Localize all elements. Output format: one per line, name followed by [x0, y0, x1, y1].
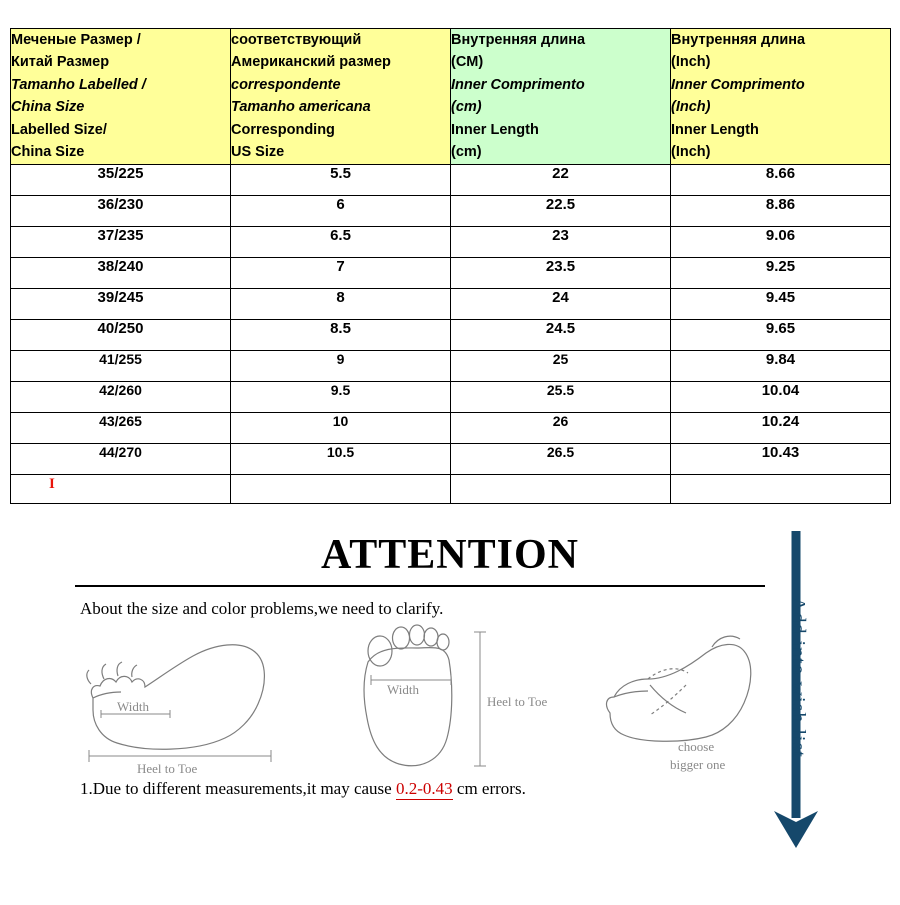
- header-line: Tamanho Labelled /: [11, 76, 146, 93]
- header-line: Inner Length: [671, 121, 759, 138]
- cell-us-size: 7: [231, 257, 451, 288]
- cell-labelled-size: 37/235: [11, 226, 231, 257]
- attention-subtitle: About the size and color problems,we need to clarify.: [80, 599, 444, 618]
- header-cell-us-size: [231, 29, 451, 165]
- header-line: Внутренняя длина: [671, 32, 806, 48]
- cell-inner-inch: 8.86: [671, 195, 891, 226]
- foot-side-view-diagram: [75, 628, 290, 783]
- cell-inner-inch: 9.65: [671, 319, 891, 350]
- cell-us-size: 5.5: [231, 164, 451, 195]
- foot-in-shoe-svg: [590, 623, 775, 783]
- cell-us-size: 10: [231, 412, 451, 443]
- cell-labelled-size: 41/255: [11, 350, 231, 381]
- table-row: [11, 443, 891, 474]
- wish-list-label: Add into wish list: [787, 597, 809, 758]
- footer-cell-empty: [671, 474, 891, 503]
- cell-inner-inch: 9.84: [671, 350, 891, 381]
- header-cell-inner-length-cm: [451, 29, 671, 165]
- cell-us-size: 9.5: [231, 381, 451, 412]
- header-line: Tamanho americana: [231, 99, 371, 116]
- cell-inner-inch: 10.04: [671, 381, 891, 412]
- note-error-value: 0.2-0.43: [395, 779, 453, 798]
- attention-divider: [75, 585, 765, 587]
- attention-note: [80, 779, 526, 799]
- cell-inner-inch: 8.66: [671, 164, 891, 195]
- header-line: (Inch): [671, 99, 711, 116]
- cell-labelled-size: 42/260: [11, 381, 231, 412]
- table-row: [11, 226, 891, 257]
- cell-labelled-size: 43/265: [11, 412, 231, 443]
- add-to-wish-list-callout[interactable]: [770, 523, 890, 900]
- header-line: (CM): [451, 54, 484, 71]
- header-line: Китай Размер: [11, 54, 110, 71]
- cell-labelled-size: 35/225: [11, 164, 231, 195]
- cell-us-size: 10.5: [231, 443, 451, 474]
- cell-labelled-size: 39/245: [11, 288, 231, 319]
- header-cell-inner-length-inch: [671, 29, 891, 165]
- header-line: (Inch): [671, 144, 711, 161]
- cell-inner-inch: 10.43: [671, 443, 891, 474]
- attention-section: [0, 523, 900, 900]
- cell-labelled-size: 40/250: [11, 319, 231, 350]
- table-row: [11, 195, 891, 226]
- table-row: [11, 319, 891, 350]
- header-line: Внутренняя длина: [451, 32, 586, 48]
- table-row: [11, 381, 891, 412]
- cell-inner-inch: 9.45: [671, 288, 891, 319]
- header-line: Inner Comprimento: [451, 76, 585, 93]
- header-line: Американский размер: [231, 54, 391, 71]
- label-side-width: Width: [117, 699, 149, 714]
- header-line: correspondente: [231, 76, 341, 93]
- header-line: (cm): [451, 99, 482, 116]
- header-line: China Size: [11, 99, 85, 116]
- label-choose-line2: bigger one: [670, 757, 726, 772]
- cell-inner-inch: 10.24: [671, 412, 891, 443]
- header-line: Corresponding: [231, 121, 335, 138]
- cell-inner-cm: 24.5: [451, 319, 671, 350]
- size-chart-table-wrapper: [10, 28, 890, 504]
- cell-us-size: 6: [231, 195, 451, 226]
- cell-inner-cm: 23: [451, 226, 671, 257]
- label-choose-line1: choose: [678, 739, 715, 754]
- cell-us-size: 8.5: [231, 319, 451, 350]
- table-row: [11, 350, 891, 381]
- cell-inner-cm: 25.5: [451, 381, 671, 412]
- footer-cell-mark: [11, 474, 231, 503]
- header-line: Inner Length: [451, 121, 539, 138]
- foot-side-view-svg: [75, 628, 290, 783]
- cell-inner-cm: 23.5: [451, 257, 671, 288]
- label-top-width: Width: [387, 682, 419, 697]
- cell-labelled-size: 44/270: [11, 443, 231, 474]
- header-line: (Inch): [671, 54, 711, 71]
- footer-cell-empty: [231, 474, 451, 503]
- table-row: [11, 257, 891, 288]
- size-chart-table: [10, 28, 891, 504]
- cell-inner-cm: 25: [451, 350, 671, 381]
- table-row: [11, 288, 891, 319]
- header-line: (cm): [451, 144, 482, 161]
- red-marker: I: [49, 475, 55, 492]
- cell-us-size: 8: [231, 288, 451, 319]
- cell-inner-inch: 9.06: [671, 226, 891, 257]
- foot-top-view-diagram: [355, 618, 555, 783]
- cell-labelled-size: 38/240: [11, 257, 231, 288]
- header-cell-labelled-size: [11, 29, 231, 165]
- cell-inner-cm: 24: [451, 288, 671, 319]
- table-row: [11, 412, 891, 443]
- cell-inner-cm: 26: [451, 412, 671, 443]
- cell-inner-cm: 22: [451, 164, 671, 195]
- header-line: Меченые Размер /: [11, 32, 141, 48]
- cell-us-size: 9: [231, 350, 451, 381]
- table-footer-row: [11, 474, 891, 503]
- cell-inner-inch: 9.25: [671, 257, 891, 288]
- header-line: US Size: [231, 144, 285, 161]
- label-top-heel-to-toe: Heel to Toe: [487, 694, 548, 709]
- header-line: Inner Comprimento: [671, 76, 805, 93]
- footer-cell-empty: [451, 474, 671, 503]
- header-line: соответствующий: [231, 32, 362, 48]
- label-side-heel-to-toe: Heel to Toe: [137, 761, 198, 776]
- foot-top-view-svg: [355, 618, 555, 783]
- note-prefix: 1.Due to different measurements,it may cause: [80, 779, 396, 798]
- attention-title: ATTENTION: [321, 532, 579, 578]
- cell-inner-cm: 26.5: [451, 443, 671, 474]
- header-line: China Size: [11, 144, 85, 161]
- cell-inner-cm: 22.5: [451, 195, 671, 226]
- foot-in-shoe-diagram: [590, 623, 775, 783]
- note-suffix: cm errors.: [452, 779, 526, 798]
- header-line: Labelled Size/: [11, 121, 107, 138]
- cell-labelled-size: 36/230: [11, 195, 231, 226]
- table-header-row: [11, 29, 891, 165]
- cell-us-size: 6.5: [231, 226, 451, 257]
- table-row: [11, 164, 891, 195]
